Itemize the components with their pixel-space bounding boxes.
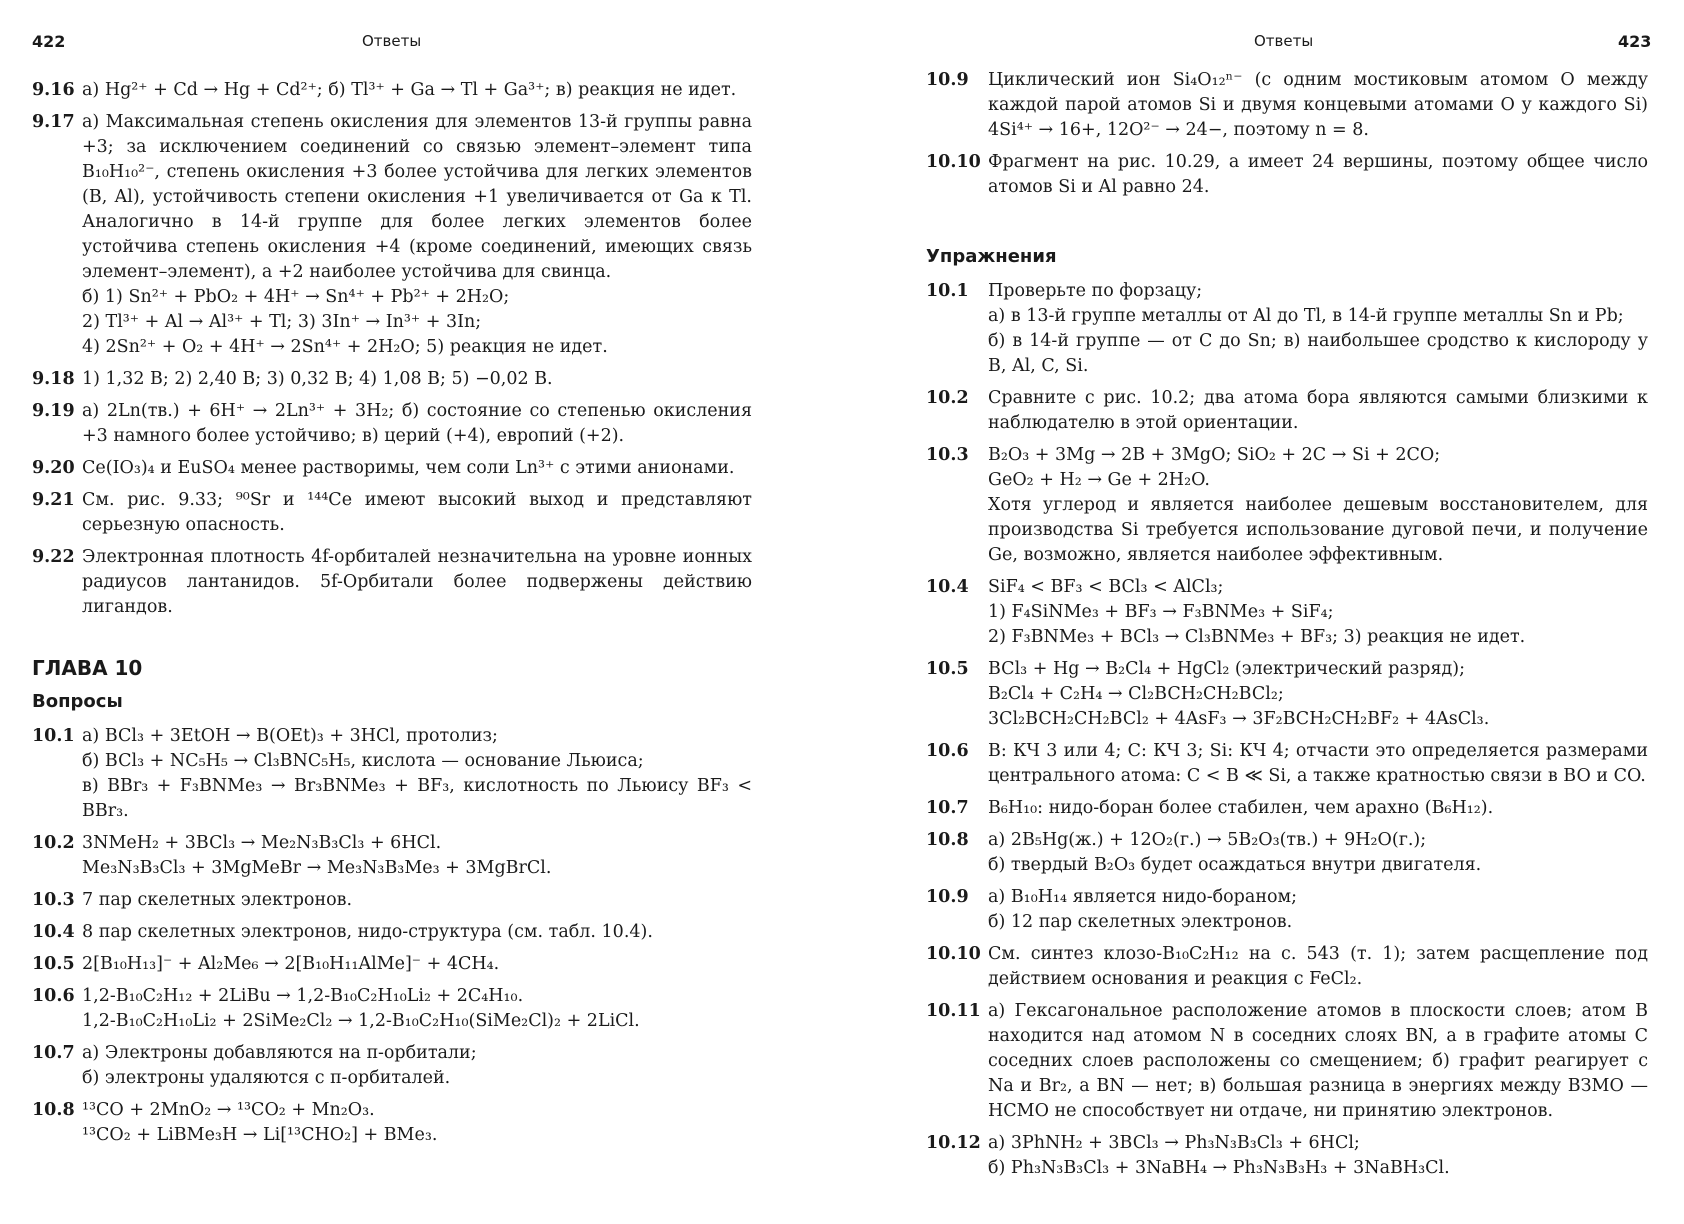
answer-entry: [32, 545, 752, 620]
answer-line: 1) F₄SiNMe₃ + BF₃ → F₃BNMe₃ + SiF₄;: [988, 602, 1334, 622]
answer-entry: [926, 885, 1648, 935]
page-number-left: 422: [32, 32, 66, 51]
answer-number: 10.11: [926, 1001, 981, 1021]
answer-line: а) в 13-й группе металлы от Al до Tl, в 14-й группе металлы Sn и Pb;: [988, 306, 1624, 326]
answer-number: 10.12: [926, 1133, 981, 1153]
answer-line: 2) Tl³⁺ + Al → Al³⁺ + Tl; 3) 3In⁺ → In³⁺ + 3In;: [82, 312, 482, 332]
answer-text: [82, 367, 752, 392]
answer-line: Фрагмент на рис. 10.29, а имеет 24 вершины, поэтому общее число атомов Si и Al равно 24.: [988, 152, 1648, 197]
answer-line: 4) 2Sn²⁺ + O₂ + 4H⁺ → 2Sn⁴⁺ + 2H₂O; 5) реакция не идет.: [82, 337, 608, 357]
answer-line: 2) F₃BNMe₃ + BCl₃ → Cl₃BNMe₃ + BF₃; 3) реакция не идет.: [988, 627, 1526, 647]
answer-text: [82, 1041, 752, 1091]
answer-text: [82, 952, 752, 977]
answer-number: 9.19: [32, 401, 75, 421]
chapter-title: ГЛАВА 10: [32, 656, 143, 680]
running-head-left: Ответы: [362, 32, 422, 50]
answer-number: 10.6: [32, 986, 75, 1006]
answer-text: [82, 78, 752, 103]
answer-number: 10.3: [32, 890, 75, 910]
answer-text: [988, 150, 1648, 200]
answer-entry: [32, 488, 752, 538]
answer-text: [82, 110, 752, 360]
answer-line: B₂Cl₄ + C₂H₄ → Cl₂BCH₂CH₂BCl₂;: [988, 684, 1284, 704]
answer-line: б) электроны удаляются с π-орбиталей.: [82, 1068, 451, 1088]
answer-line: а) Hg²⁺ + Cd → Hg + Cd²⁺; б) Tl³⁺ + Ga → Tl + Ga³⁺; в) реакция не идет.: [82, 80, 737, 100]
answer-line: Хотя углерод и является наиболее дешевым восстановителем, для производства Si требуется использование дуговой печи, и получение Ge, возможно, является наиболее эффективным.: [988, 495, 1648, 565]
answer-line: B: КЧ 3 или 4; C: КЧ 3; Si: КЧ 4; отчасти это определяется размерами центрального атома: C < B ≪ Si, а также кратностью связи в BO и CO.: [988, 741, 1648, 786]
answer-text: [988, 386, 1648, 436]
right-page: [842, 0, 1684, 1224]
answer-number: 10.1: [32, 726, 75, 746]
answer-number: 9.21: [32, 490, 75, 510]
answer-text: [988, 885, 1648, 935]
answer-number: 10.6: [926, 741, 969, 761]
left-content: [32, 78, 752, 1155]
answer-entry: [926, 739, 1648, 789]
answer-line: б) твердый B₂O₃ будет осаждаться внутри двигателя.: [988, 855, 1482, 875]
answer-line: а) 2B₅Hg(ж.) + 12O₂(г.) → 5B₂O₃(тв.) + 9H₂O(г.);: [988, 830, 1427, 850]
answer-text: [82, 399, 752, 449]
answer-line: 8 пар скелетных электронов, нидо-структура (см. табл. 10.4).: [82, 922, 653, 942]
answer-line: б) 12 пар скелетных электронов.: [988, 912, 1293, 932]
answer-line: 1) 1,32 В; 2) 2,40 В; 3) 0,32 В; 4) 1,08 В; 5) −0,02 В.: [82, 369, 553, 389]
answer-entry: [32, 888, 752, 913]
answer-entry: [926, 999, 1648, 1124]
answer-number: 10.7: [926, 798, 969, 818]
answer-text: [82, 984, 752, 1034]
answer-text: [82, 488, 752, 538]
answer-line: а) 2Ln(тв.) + 6H⁺ → 2Ln³⁺ + 3H₂; б) состояние со степенью окисления +3 намного более устойчиво; в) церий (+4), европий (+2).: [82, 401, 752, 446]
answer-line: См. рис. 9.33; ⁹⁰Sr и ¹⁴⁴Ce имеют высокий выход и представляют серьезную опасность.: [82, 490, 752, 535]
answer-entry: [926, 828, 1648, 878]
answer-entry: [926, 279, 1648, 379]
answer-line: B₆H₁₀: нидо-боран более стабилен, чем арахно (B₆H₁₂).: [988, 798, 1494, 818]
answer-line: GeO₂ + H₂ → Ge + 2H₂O.: [988, 470, 1210, 490]
answer-line: Сравните с рис. 10.2; два атома бора являются самыми близкими к наблюдателю в этой ориентации.: [988, 388, 1648, 433]
answer-entry: [926, 68, 1648, 143]
answer-line: б) Ph₃N₃B₃Cl₃ + 3NaBH₄ → Ph₃N₃B₃H₃ + 3NaBH₃Cl.: [988, 1158, 1450, 1178]
answer-number: 10.7: [32, 1043, 75, 1063]
answer-line: 1,2-B₁₀C₂H₁₀Li₂ + 2SiMe₂Cl₂ → 1,2-B₁₀C₂H₁₀(SiMe₂Cl)₂ + 2LiCl.: [82, 1011, 640, 1031]
answer-line: Ce(IO₃)₄ и EuSO₄ менее растворимы, чем соли Ln³⁺ с этими анионами.: [82, 458, 735, 478]
answer-line: а) Максимальная степень окисления для элементов 13-й группы равна +3; за исключением соединений со связью элемент–элемент типа B₁₀H₁₀²⁻, степень окисления +3 более устойчива для легких элементов (B, Al), устойчивость степени окисления +1 увеличивается от Ga к Tl. Аналогично в 14-й группе для более легких элементов более устойчива степень окисления +4 (кроме соединений, имеющих связь элемент–элемент), а +2 наиболее устойчива для свинца.: [82, 112, 752, 282]
answer-text: [988, 796, 1648, 821]
section-title-questions: Вопросы: [32, 691, 123, 712]
answer-number: 10.4: [926, 577, 969, 597]
answer-text: [988, 1131, 1648, 1181]
answer-text: [82, 456, 752, 481]
answer-line: а) Гексагональное расположение атомов в плоскости слоев; атом B находится над атомом N в соседних слоях BN, а в графите атомы C соседних слоев расположены со смещением; б) графит реагирует с Na и Br₂, а BN — нет; в) большая разница в энергиях между ВЗМО — НСМО не способствует ни отдаче, ни принятию электронов.: [988, 1001, 1648, 1121]
answer-line: а) BCl₃ + 3EtOH → B(OEt)₃ + 3HCl, протолиз;: [82, 726, 498, 746]
answer-entry: [32, 1098, 752, 1148]
answer-line: 2[B₁₀H₁₃]⁻ + Al₂Me₆ → 2[B₁₀H₁₁AlMe]⁻ + 4CH₄.: [82, 954, 500, 974]
answer-line: а) Электроны добавляются на π-орбитали;: [82, 1043, 477, 1063]
answer-entry: [926, 386, 1648, 436]
answer-number: 10.4: [32, 922, 75, 942]
answer-number: 10.10: [926, 152, 981, 172]
answer-line: в) BBr₃ + F₃BNMe₃ → Br₃BNMe₃ + BF₃, кислотность по Льюису BF₃ < BBr₃.: [82, 776, 752, 821]
answer-line: 3NMeH₂ + 3BCl₃ → Me₂N₃B₃Cl₃ + 6HCl.: [82, 833, 442, 853]
running-head-right: Ответы: [1254, 32, 1314, 50]
left-entries-bottom: [32, 724, 752, 1148]
answer-line: 7 пар скелетных электронов.: [82, 890, 353, 910]
answer-text: [82, 920, 752, 945]
answer-line: б) BCl₃ + NC₅H₅ → Cl₃BNC₅H₅, кислота — основание Льюиса;: [82, 751, 644, 771]
answer-entry: [32, 724, 752, 824]
answer-text: [988, 828, 1648, 878]
answer-line: Циклический ион Si₄O₁₂ⁿ⁻ (с одним мостиковым атомом O между каждой парой атомов Si и двумя концевыми атомами O у каждого Si) 4Si⁴⁺ → 16+, 12O²⁻ → 24−, поэтому n = 8.: [988, 70, 1648, 140]
answer-number: 9.22: [32, 547, 75, 567]
left-entries-top: [32, 78, 752, 620]
answer-entry: [32, 831, 752, 881]
answer-text: [988, 657, 1648, 732]
answer-entry: [32, 952, 752, 977]
answer-text: [82, 545, 752, 620]
answer-line: б) 1) Sn²⁺ + PbO₂ + 4H⁺ → Sn⁴⁺ + Pb²⁺ + 2H₂O;: [82, 287, 510, 307]
answer-entry: [32, 456, 752, 481]
answer-line: Me₃N₃B₃Cl₃ + 3MgMeBr → Me₃N₃B₃Me₃ + 3MgBrCl.: [82, 858, 552, 878]
answer-number: 10.5: [32, 954, 75, 974]
answer-entry: [32, 1041, 752, 1091]
answer-number: 10.8: [926, 830, 969, 850]
answer-number: 10.9: [926, 887, 969, 907]
answer-line: а) 3PhNH₂ + 3BCl₃ → Ph₃N₃B₃Cl₃ + 6HCl;: [988, 1133, 1360, 1153]
answer-line: ¹³CO₂ + LiBMe₃H → Li[¹³CHO₂] + BMe₃.: [82, 1125, 438, 1145]
answer-text: [988, 575, 1648, 650]
answer-line: BCl₃ + Hg → B₂Cl₄ + HgCl₂ (электрический разряд);: [988, 659, 1465, 679]
answer-number: 10.3: [926, 445, 969, 465]
answer-line: SiF₄ < BF₃ < BCl₃ < AlCl₃;: [988, 577, 1224, 597]
answer-entry: [926, 657, 1648, 732]
right-entries-top: [926, 68, 1648, 200]
answer-line: а) B₁₀H₁₄ является нидо-бораном;: [988, 887, 1298, 907]
answer-line: См. синтез клозо-B₁₀C₂H₁₂ на с. 543 (т. 1); затем расщепление под действием основания и реакция с FeCl₂.: [988, 944, 1648, 989]
answer-text: [82, 724, 752, 824]
answer-text: [988, 999, 1648, 1124]
answer-text: [82, 1098, 752, 1148]
answer-line: 1,2-B₁₀C₂H₁₂ + 2LiBu → 1,2-B₁₀C₂H₁₀Li₂ + 2C₄H₁₀.: [82, 986, 524, 1006]
answer-number: 10.9: [926, 70, 969, 90]
answer-number: 10.10: [926, 944, 981, 964]
answer-number: 9.20: [32, 458, 75, 478]
answer-text: [988, 68, 1648, 143]
answer-entry: [32, 399, 752, 449]
answer-number: 9.16: [32, 80, 75, 100]
answer-text: [82, 888, 752, 913]
answer-entry: [926, 575, 1648, 650]
answer-line: Проверьте по форзацу;: [988, 281, 1203, 301]
answer-entry: [32, 110, 752, 360]
answer-text: [82, 831, 752, 881]
answer-entry: [926, 150, 1648, 200]
answer-text: [988, 279, 1648, 379]
answer-line: ¹³CO + 2MnO₂ → ¹³CO₂ + Mn₂O₃.: [82, 1100, 375, 1120]
answer-number: 10.5: [926, 659, 969, 679]
answer-entry: [32, 920, 752, 945]
right-entries-bottom: [926, 279, 1648, 1181]
answer-number: 9.18: [32, 369, 75, 389]
answer-text: [988, 739, 1648, 789]
right-content: [926, 68, 1648, 1188]
answer-number: 9.17: [32, 112, 75, 132]
page-number-right: 423: [1618, 32, 1652, 51]
answer-entry: [32, 78, 752, 103]
answer-entry: [32, 984, 752, 1034]
answer-entry: [32, 367, 752, 392]
answer-text: [988, 443, 1648, 568]
answer-entry: [926, 796, 1648, 821]
answer-entry: [926, 942, 1648, 992]
section-title-exercises: Упражнения: [926, 246, 1057, 267]
answer-line: Электронная плотность 4f-орбиталей незначительна на уровне ионных радиусов лантанидов. 5f-Орбитали более подвержены действию лигандов.: [82, 547, 752, 617]
answer-line: B₂O₃ + 3Mg → 2B + 3MgO; SiO₂ + 2C → Si + 2CO;: [988, 445, 1441, 465]
answer-text: [988, 942, 1648, 992]
answer-number: 10.2: [926, 388, 969, 408]
answer-line: 3Cl₂BCH₂CH₂BCl₂ + 4AsF₃ → 3F₂BCH₂CH₂BF₂ + 4AsCl₃.: [988, 709, 1490, 729]
answer-number: 10.2: [32, 833, 75, 853]
answer-line: б) в 14-й группе — от C до Sn; в) наибольшее сродство к кислороду у B, Al, C, Si.: [988, 331, 1648, 376]
answer-entry: [926, 443, 1648, 568]
answer-number: 10.1: [926, 281, 969, 301]
answer-number: 10.8: [32, 1100, 75, 1120]
answer-entry: [926, 1131, 1648, 1181]
